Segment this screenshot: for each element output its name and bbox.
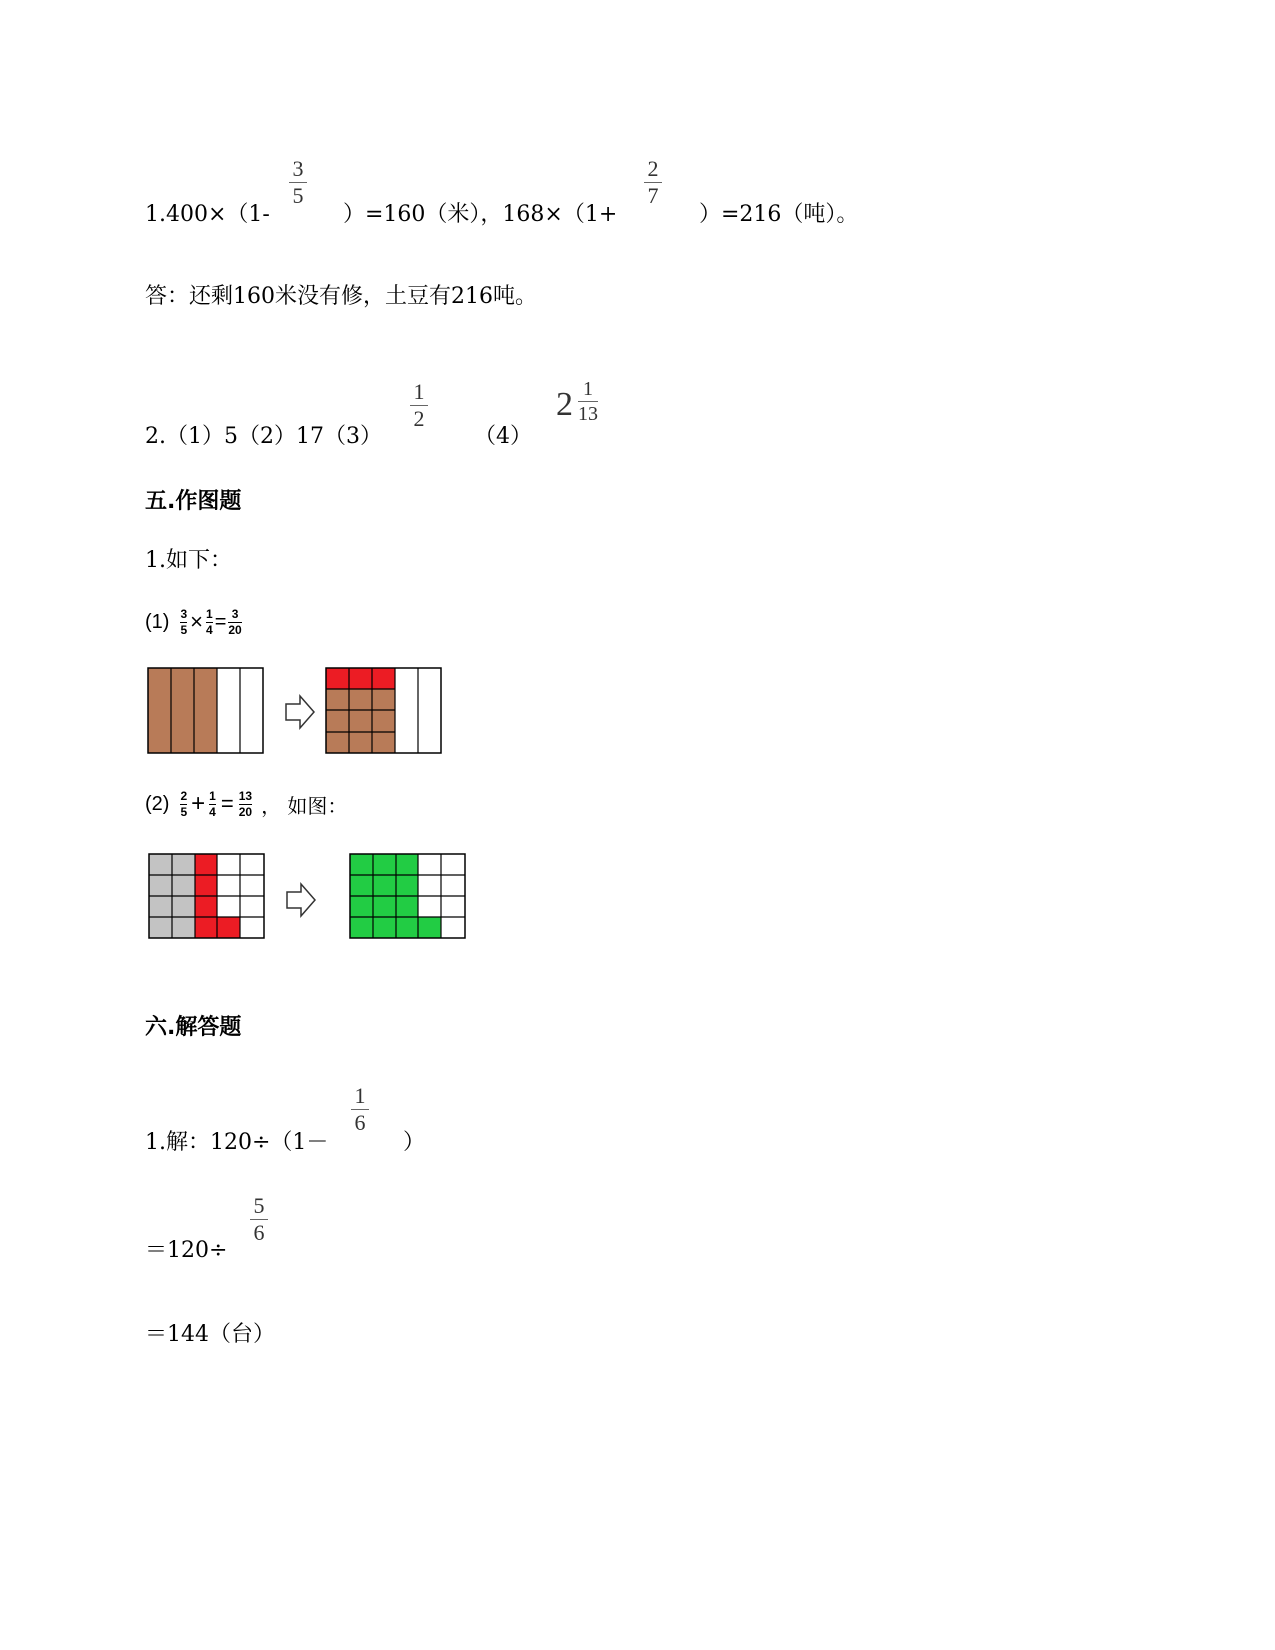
solution-line-2: ＝120÷ [145,1238,228,1263]
fraction-5-6 [242,1194,276,1245]
equals-sign: = [220,791,234,816]
frac-den: 6 [253,1220,265,1245]
grid-3-5 [148,668,263,753]
q1-expr-part-a: 1.400×（1- [145,202,270,227]
right-arrow-icon [286,696,314,728]
mixed-fraction [578,378,598,425]
section-heading-drawing: 五.作图题 [145,489,242,514]
small-fraction: 1 4 [209,788,216,819]
suffix-text: ， 如图： [261,793,348,818]
frac-num: 3 [292,156,304,181]
small-fraction: 1 4 [206,606,213,637]
plus-sign: + [191,790,206,817]
frac-den: 2 [413,406,425,431]
item-label: (2) [145,792,170,815]
fraction-3-5 [281,157,315,208]
frac-num: 5 [253,1193,265,1218]
solution-line-1-close: ） [403,1130,426,1155]
mixed-number [556,378,616,428]
frac-den: 6 [354,1110,366,1135]
equation-2 [145,784,347,824]
fraction-2-7 [636,157,670,208]
section5-intro: 1.如下： [145,548,232,573]
times-sign: × [190,609,203,634]
q2-expr-part-b: （4） [474,424,532,449]
grid-2-5-plus-1-4 [149,854,264,938]
frac-den: 5 [292,183,304,208]
solution-line-3: ＝144（台） [145,1322,275,1347]
equals-sign: = [214,610,227,633]
diagram-fraction-add [140,845,480,945]
right-arrow-icon [287,884,315,916]
q1-expr-part-b: ）=160（米），168×（1+ [343,202,618,227]
answer-text: 答：还剩160米没有修，土豆有216吨。 [145,284,537,309]
mixed-whole: 2 [556,386,573,423]
q1-expr-part-c: ）=216（吨）。 [699,202,859,227]
frac-num: 1 [354,1083,366,1108]
item-label: (1) [145,610,170,633]
equation-1 [145,602,243,642]
small-fraction: 13 20 [238,788,253,819]
small-fraction: 2 5 [180,788,188,819]
frac-num: 1 [583,378,593,400]
small-fraction: 3 5 [180,606,188,637]
fraction-1-6 [343,1084,377,1135]
fraction-1-2 [402,380,436,431]
q2-expr-part-a: 2.（1）5（2）17（3） [145,424,382,449]
diagram-fraction-multiply [140,660,460,760]
frac-num: 2 [647,156,659,181]
frac-den: 13 [578,403,598,425]
frac-den: 7 [647,183,659,208]
solution-line-1: 1.解：120÷（1－ [145,1130,329,1155]
grid-13-20 [350,854,465,938]
frac-num: 1 [413,379,425,404]
grid-3-20 [326,668,441,753]
section-heading-answers: 六.解答题 [145,1015,242,1040]
small-fraction: 3 20 [228,606,242,637]
